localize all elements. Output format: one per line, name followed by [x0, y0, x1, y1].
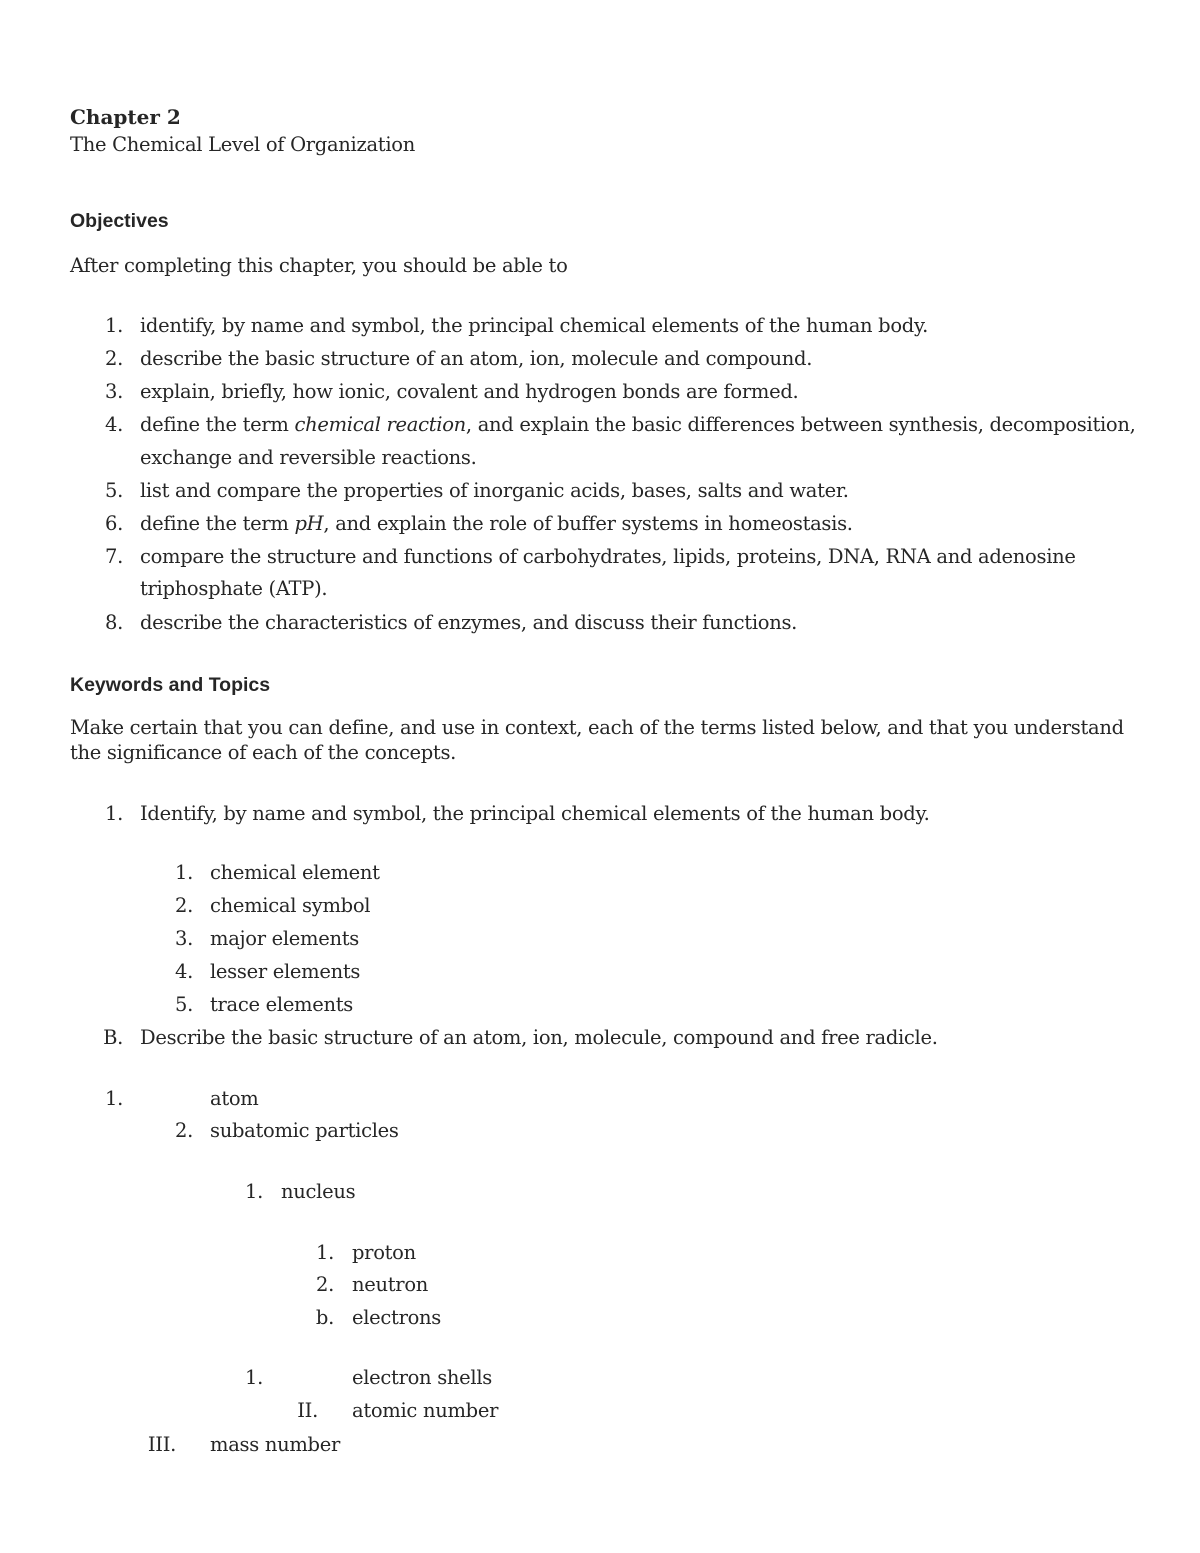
objective-text-part: define the term — [140, 413, 295, 436]
chapter-title: The Chemical Level of Organization — [70, 133, 415, 156]
term-number: 5. — [174, 993, 193, 1016]
objective-number: 8. — [104, 611, 123, 634]
term-number: 4. — [174, 960, 193, 983]
keywords-intro: Make certain that you can define, and use in context, each of the terms listed below, and that you understand — [70, 716, 1124, 739]
term-number: 1. — [244, 1180, 263, 1203]
objective-text: list and compare the properties of inorganic acids, bases, salts and water. — [140, 479, 849, 502]
topic-number: 1. — [104, 802, 123, 825]
term-text: subatomic particles — [210, 1119, 399, 1142]
objective-text-continued: triphosphate (ATP). — [140, 577, 328, 600]
chapter-label: Chapter 2 — [70, 105, 181, 129]
objective-number: 3. — [104, 380, 123, 403]
objective-text-part: , and explain the role of buffer systems in homeostasis. — [323, 512, 853, 535]
objective-number: 1. — [104, 314, 123, 337]
objective-text: compare the structure and functions of carbohydrates, lipids, proteins, DNA, RNA and adenosine — [140, 545, 1076, 568]
term-text: electrons — [352, 1306, 442, 1329]
topic-number: B. — [103, 1026, 123, 1049]
term-text: major elements — [210, 927, 359, 950]
term-text: lesser elements — [210, 960, 361, 983]
objective-text-continued: exchange and reversible reactions. — [140, 446, 477, 469]
objective-number: 4. — [104, 413, 123, 436]
objective-text: identify, by name and symbol, the principal chemical elements of the human body. — [140, 314, 929, 337]
term-number: II. — [297, 1399, 318, 1422]
term-number: 3. — [174, 927, 193, 950]
objective-text: describe the characteristics of enzymes, and discuss their functions. — [140, 611, 798, 634]
objective-term: pH — [294, 512, 324, 535]
objective-term: chemical reaction — [294, 413, 466, 436]
objective-text-part: define the term — [140, 512, 295, 535]
term-text: neutron — [352, 1273, 429, 1296]
objective-text — [140, 511, 853, 537]
term-number: 2. — [315, 1273, 334, 1296]
term-number: b. — [315, 1306, 334, 1329]
topic-text: Identify, by name and symbol, the principal chemical elements of the human body. — [140, 802, 930, 825]
term-number: III. — [147, 1433, 176, 1456]
objectives-heading: Objectives — [70, 210, 169, 232]
term-number: 1. — [244, 1366, 263, 1389]
objective-text-part: , and explain the basic differences between synthesis, decomposition, — [465, 413, 1136, 436]
objective-text: explain, briefly, how ionic, covalent and hydrogen bonds are formed. — [140, 380, 799, 403]
keywords-intro-continued: the significance of each of the concepts. — [70, 741, 457, 764]
objectives-intro: After completing this chapter, you should be able to — [70, 254, 568, 277]
term-number: 1. — [174, 861, 193, 884]
term-text: electron shells — [352, 1366, 492, 1389]
objective-number: 5. — [104, 479, 123, 502]
term-text: mass number — [210, 1433, 340, 1456]
keywords-heading: Keywords and Topics — [70, 674, 271, 696]
objective-text: describe the basic structure of an atom, ion, molecule and compound. — [140, 347, 813, 370]
term-text: atom — [210, 1087, 259, 1110]
objective-number: 7. — [104, 545, 123, 568]
term-number: 1. — [315, 1241, 334, 1264]
term-text: chemical symbol — [210, 894, 371, 917]
term-number: 2. — [174, 1119, 193, 1142]
term-number: 2. — [174, 894, 193, 917]
objective-text — [140, 412, 1136, 438]
term-text: nucleus — [281, 1180, 356, 1203]
term-text: trace elements — [210, 993, 353, 1016]
objective-number: 2. — [104, 347, 123, 370]
objective-number: 6. — [104, 512, 123, 535]
term-text: proton — [352, 1241, 416, 1264]
term-text: chemical element — [210, 861, 380, 884]
term-number: 1. — [104, 1087, 123, 1110]
term-text: atomic number — [352, 1399, 499, 1422]
topic-text: Describe the basic structure of an atom, ion, molecule, compound and free radicle. — [140, 1026, 938, 1049]
